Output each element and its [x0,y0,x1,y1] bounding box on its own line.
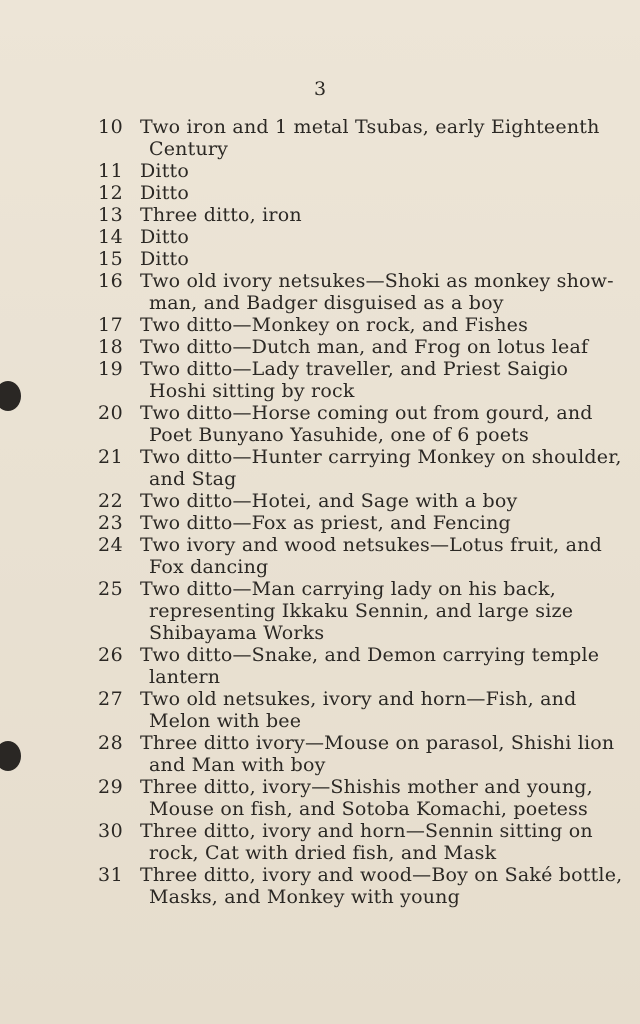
lot-description-line: man, and Badger disguised as a boy [149,292,504,314]
lot-description-line: Two ditto—Hotei, and Sage with a boy [140,490,518,512]
lot-description [140,248,554,270]
lot-description [140,226,554,248]
lot-description [140,534,602,578]
lot-description-line: Two ditto—Monkey on rock, and Fishes [140,314,529,336]
lot-description [140,578,574,644]
lot-description-line: Shibayama Works [149,622,325,644]
lot-description-line: Three ditto, ivory and horn—Sennin sitting on [140,820,593,842]
lot-description-line: Two old ivory netsukes—Shoki as monkey show- [140,270,614,292]
lot-description-line: Fox dancing [149,556,269,578]
lot-description-line: Poet Bunyano Yasuhide, one of 6 poets [149,424,529,446]
lot-description-line: Two ditto—Man carrying lady on his back, [140,578,556,600]
lot-description-line: Two ditto—Fox as priest, and Fencing [140,512,511,534]
lot-entry [0,490,640,512]
lot-description [140,182,554,204]
lot-number: 24 [98,534,124,556]
lot-entry [0,116,640,160]
lot-description [140,116,600,160]
lot-entry [0,688,640,732]
lot-description-line: Two ditto—Lady traveller, and Priest Saigio [140,358,569,380]
lot-entry [0,776,640,820]
lot-entry [0,226,640,248]
lot-number: 11 [98,160,124,182]
lot-entry [0,358,640,402]
lot-description-line: Century [149,138,229,160]
lot-description [140,732,615,776]
lot-description-line: lantern [149,666,221,688]
lot-description-line: Two ditto—Hunter carrying Monkey on shoulder, [140,446,622,468]
lot-entry [0,578,640,644]
lot-number: 17 [98,314,124,336]
lot-description [140,512,554,534]
lot-entry [0,204,640,226]
lot-description-line: Ditto [140,248,190,270]
lot-entry [0,248,640,270]
lot-number: 10 [98,116,124,138]
lot-entry [0,820,640,864]
lot-entry [0,446,640,490]
lot-description-line: Ditto [140,226,190,248]
lot-number: 28 [98,732,124,754]
lot-description-line: Two old netsukes, ivory and horn—Fish, and [140,688,577,710]
lot-description [140,446,622,490]
lot-number: 27 [98,688,124,710]
lot-entry [0,336,640,358]
lot-description [140,820,593,864]
lot-description-line: Mouse on fish, and Sotoba Komachi, poetess [149,798,589,820]
lot-entry [0,160,640,182]
lot-entry [0,512,640,534]
lot-description [140,490,554,512]
lot-description-line: Three ditto, ivory and wood—Boy on Saké bottle, [140,864,623,886]
lot-description [140,358,569,402]
lot-number: 23 [98,512,124,534]
lot-entry [0,314,640,336]
lot-number: 12 [98,182,124,204]
lot-entry [0,732,640,776]
lot-description-line: Three ditto, ivory—Shishis mother and young, [140,776,593,798]
lot-description [140,776,593,820]
lot-description-line: Hoshi sitting by rock [149,380,355,402]
lot-description [140,864,623,908]
lot-description [140,336,589,358]
lot-description [140,644,600,688]
lot-number: 26 [98,644,124,666]
lot-number: 15 [98,248,124,270]
lot-number: 30 [98,820,124,842]
lot-number: 13 [98,204,124,226]
lot-description-line: and Man with boy [149,754,326,776]
lot-description-line: Two iron and 1 metal Tsubas, early Eighteenth [140,116,600,138]
lot-number: 16 [98,270,124,292]
lot-description [140,314,554,336]
lot-description-line: rock, Cat with dried fish, and Mask [149,842,497,864]
lot-description-line: Ditto [140,160,190,182]
lot-description [140,160,554,182]
lot-entry [0,182,640,204]
lot-entry [0,270,640,314]
lot-description-line: Melon with bee [149,710,302,732]
lot-number: 21 [98,446,124,468]
lot-number: 18 [98,336,124,358]
lot-description [140,270,614,314]
lot-entry [0,402,640,446]
page-number: 3 [313,78,327,100]
lot-number: 31 [98,864,124,886]
lot-number: 14 [98,226,124,248]
lot-description [140,402,593,446]
lot-entry [0,864,640,908]
lot-list [0,116,640,908]
lot-number: 29 [98,776,124,798]
lot-description-line: Two ditto—Snake, and Demon carrying temple [140,644,600,666]
lot-description-line: Ditto [140,182,190,204]
lot-description-line: and Stag [149,468,237,490]
lot-description-line: Masks, and Monkey with young [149,886,460,908]
lot-description-line: Two ditto—Horse coming out from gourd, and [140,402,593,424]
lot-number: 25 [98,578,124,600]
lot-number: 22 [98,490,124,512]
lot-description-line: representing Ikkaku Sennin, and large size [149,600,574,622]
lot-entry [0,644,640,688]
lot-description-line: Three ditto ivory—Mouse on parasol, Shishi lion [140,732,615,754]
lot-description-line: Two ditto—Dutch man, and Frog on lotus leaf [140,336,589,358]
lot-entry [0,534,640,578]
lot-number: 20 [98,402,124,424]
lot-description-line: Two ivory and wood netsukes—Lotus fruit, and [140,534,602,556]
lot-description [140,688,577,732]
lot-description [140,204,554,226]
lot-number: 19 [98,358,124,380]
lot-description-line: Three ditto, iron [140,204,302,226]
